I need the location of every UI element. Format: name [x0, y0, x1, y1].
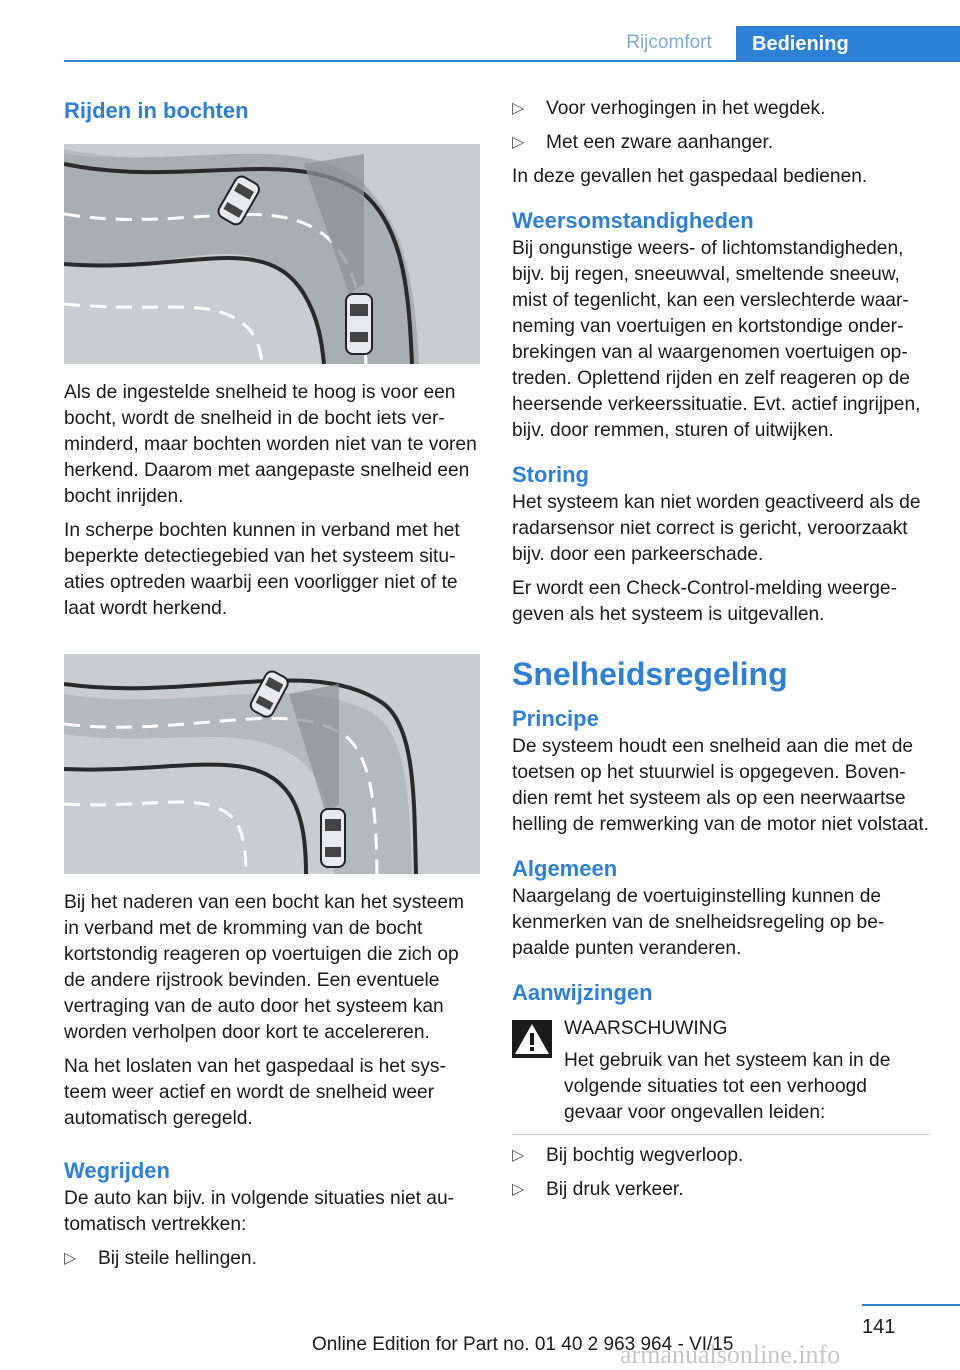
heading-storing: Storing: [512, 462, 589, 487]
paragraph-weersomstandigheden: Bij ongunstige weers- of lichtomstandigheden, bijv. bij regen, sneeuwval, smeltende sneeuw, mist of tegenlicht, kan een verslechterde waarneming van voertuigen en kortstondige onderbrekingen van al waargenomen voertuigen optreden. Oplettend rijden en zelf reageren op de heersende verkeerssituatie. Evt. actief ingrijpen, bijv. door remmen, sturen of uitwijken.: [512, 238, 921, 441]
paragraph-storing-2: Er wordt een Check-Control-melding weergegeven als het systeem is uitgevallen.: [512, 578, 897, 625]
header-section-tab: Rijcomfort: [626, 32, 712, 53]
warning-text-line1: Het gebruik van het systeem kan in de volgende situaties tot een verhoogd gevaar voor ongevallen leiden:: [564, 1050, 891, 1123]
paragraph-wegrijden: De auto kan bijv. in volgende situaties niet automatisch vertrekken:: [64, 1188, 455, 1235]
right-column: [512, 96, 930, 1211]
heading-algemeen: Algemeen: [512, 856, 618, 881]
list-item: ▷ Bij druk verkeer.: [512, 1177, 930, 1203]
heading-aanwijzingen: Aanwijzingen: [512, 980, 653, 1005]
illustration-curve-2: [64, 654, 480, 874]
paragraph-naderen-bocht: Bij het naderen van een bocht kan het systeem in verband met de kromming van de bocht kortstondig reageren op voertuigen die zich op de andere rijstrook bevinden. Een eventuele vertraging van de auto door het systeem kan worden verholpen door kort te accelereren.: [64, 892, 464, 1043]
heading-principe: Principe: [512, 706, 599, 731]
triangle-bullet-icon: ▷: [512, 100, 525, 117]
paragraph-algemeen: Naargelang de voertuiginstelling kunnen de kenmerken van de snelheidsregeling op bepaalde punten veranderen.: [512, 886, 885, 959]
paragraph-bocht-snelheid: Als de ingestelde snelheid te hoog is voor een bocht, wordt de snelheid in de bocht iets verminderd, maar bochten worden niet van te voren herkend. Daarom met aangepaste snelheid een bocht inrijden.: [64, 382, 477, 507]
triangle-bullet-icon: ▷: [64, 1250, 77, 1267]
list-wegrijden-left: [64, 1246, 480, 1272]
list-item: ▷ Bij bochtig wegverloop.: [512, 1143, 930, 1169]
heading-rijden-in-bochten: Rijden in bochten: [64, 98, 249, 123]
page-number: 141: [862, 1316, 896, 1338]
chapter-title-snelheidsregeling: Snelheidsregeling: [512, 656, 788, 692]
triangle-bullet-icon: ▷: [512, 1147, 525, 1164]
list-wegrijden-right: [512, 96, 930, 156]
list-item: ▷ Bij steile hellingen.: [64, 1246, 480, 1272]
warning-title: WAARSCHUWING: [564, 1018, 728, 1039]
header-rule: [64, 60, 960, 62]
paragraph-gaspedaal-loslaten: Na het loslaten van het gaspedaal is het systeem weer actief en wordt de snelheid weer automatisch geregeld.: [64, 1056, 446, 1129]
warning-block: [512, 1016, 930, 1126]
header-chapter-tab: Bediening: [736, 26, 960, 62]
footer-rule: [862, 1304, 960, 1306]
paragraph-storing-1: Het systeem kan niet worden geactiveerd als de radarsensor niet correct is gericht, veroorzaakt bijv. door een parkeerschade.: [512, 492, 921, 565]
list-aanwijzingen: [512, 1143, 930, 1203]
list-item: ▷ Met een zware aanhanger.: [512, 130, 930, 156]
footer-edition: Online Edition for Part no. 01 40 2 963 964 - VI/15: [312, 1334, 734, 1355]
paragraph-principe: De systeem houdt een snelheid aan die met de toetsen op het stuurwiel is opgegeven. Bovendien remt het systeem als op een neerwaartse helling de remwerking van de motor niet volstaat.: [512, 736, 930, 835]
watermark: armanualsonline.info: [620, 1340, 841, 1369]
paragraph-scherpe-bochten: In scherpe bochten kunnen in verband met het beperkte detectiegebied van het systeem situaties optreden waarbij een voorligger niet of te laat wordt herkend.: [64, 520, 460, 619]
left-column: [64, 96, 480, 1280]
heading-weersomstandigheden: Weersomstandigheden: [512, 208, 754, 233]
warning-triangle-icon: [512, 1020, 552, 1058]
heading-wegrijden: Wegrijden: [64, 1158, 170, 1183]
illustration-curve-1: [64, 144, 480, 364]
list-item: ▷ Voor verhogingen in het wegdek.: [512, 96, 930, 122]
triangle-bullet-icon: ▷: [512, 1181, 525, 1198]
paragraph-gaspedaal-bedienen: In deze gevallen het gaspedaal bedienen.: [512, 166, 868, 187]
triangle-bullet-icon: ▷: [512, 134, 525, 151]
